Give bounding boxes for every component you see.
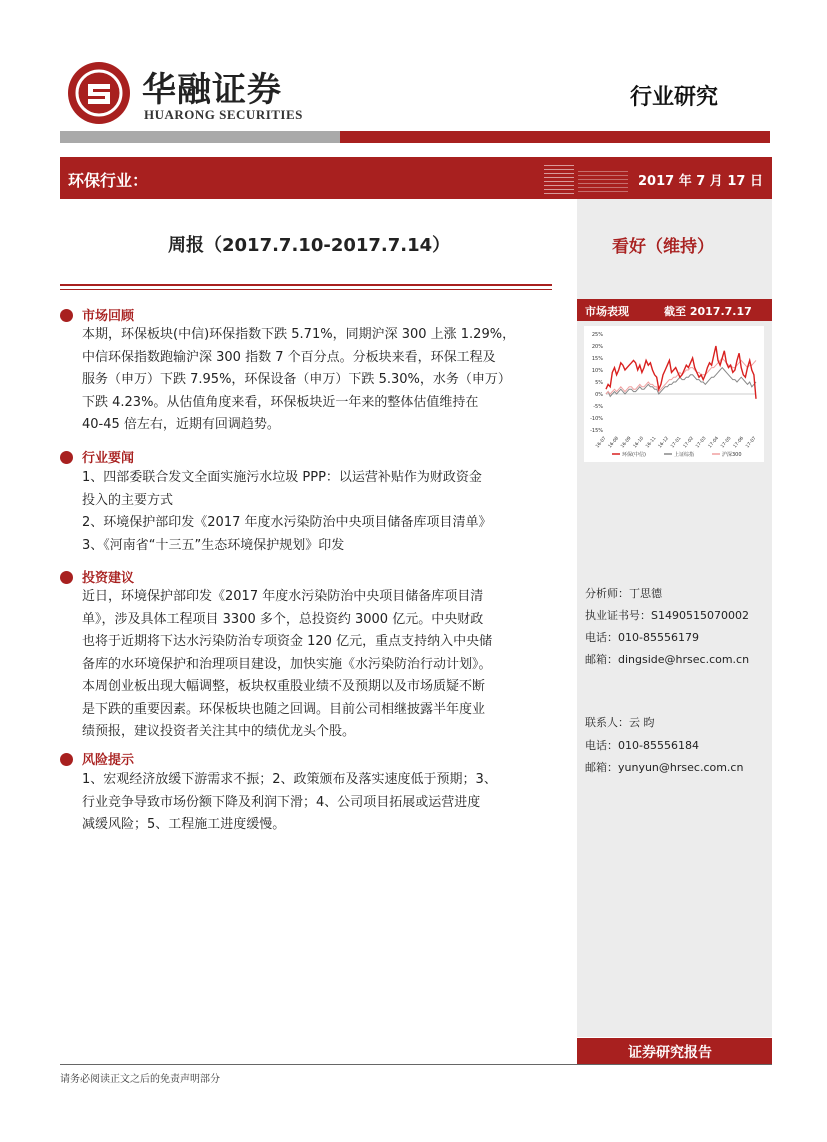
x-tick-label: 16-08 [607, 436, 621, 450]
text-line: 绩预报，建议投资者关注其中的绩优龙头个股。 [82, 724, 356, 739]
market-chart [584, 326, 764, 462]
industry-news-list [82, 467, 552, 557]
y-tick-label: -5% [593, 404, 603, 410]
legend-label: 沪深300 [722, 452, 742, 458]
rating: 看好（维持） [612, 237, 714, 257]
text-line: 减缓风险；5、工程施工进度缓慢。 [82, 817, 286, 832]
banner-decoration [578, 168, 628, 192]
analyst-license: 执业证书号：S1490515070002 [585, 609, 749, 622]
text-line: 中信环保指数跑输沪深 300 指数 7 个百分点。分板块来看，环保工程及 [82, 349, 496, 365]
market-performance-date: 截至 2017.7.17 [664, 305, 752, 318]
y-tick-label: 0% [595, 392, 603, 398]
text-line: 也将于近期将下达水污染防治专项资金 120 亿元，重点支持纳入中央储 [82, 634, 493, 649]
legend-label: 环保(中信) [622, 452, 646, 458]
sector-title: 环保行业： [68, 171, 149, 190]
page-title: 周报（2017.7.10-2017.7.14） [168, 235, 451, 256]
contact-name: 联系人：云 昀 [585, 716, 655, 729]
section-bullet-icon [60, 753, 73, 766]
list-item: 1、四部委联合发文全面实施污水垃圾 PPP：以运营补贴作为财政资金 [82, 470, 482, 485]
text-line: 是下跌的重要因素。环保板块也随之回调。目前公司相继披露半年度业 [82, 701, 486, 717]
y-tick-label: 5% [595, 380, 603, 386]
analyst-name: 分析师：丁思德 [585, 587, 662, 600]
y-tick-label: 20% [591, 344, 603, 350]
y-tick-label: 10% [591, 368, 603, 374]
x-tick-label: 17-01 [670, 436, 683, 450]
contact-phone: 电话：010-85556184 [585, 739, 699, 752]
report-date: 2017 年 7 月 17 日 [638, 174, 763, 189]
report-label: 证券研究报告 [628, 1045, 712, 1061]
x-tick-label: 17-07 [745, 436, 758, 450]
y-tick-label: -10% [590, 416, 603, 422]
text-line: 1、宏观经济放缓下游需求不振；2、政策颁布及落实速度低于预期；3、 [82, 772, 497, 787]
y-tick-label: -15% [590, 428, 603, 434]
text-line: 单》，涉及具体工程项目 3300 多个，总投资约 3000 亿元。中央财政 [82, 611, 484, 627]
x-tick-label: 16-07 [595, 436, 608, 450]
x-tick-label: 17-06 [732, 436, 746, 450]
x-tick-label: 17-05 [720, 436, 733, 450]
header-divider-grey [60, 131, 340, 143]
text-line: 备库的水环境保护和治理项目建设，加快实施《水污染防治行动计划》。 [82, 656, 492, 672]
x-tick-label: 16-11 [645, 436, 658, 450]
text-line: 行业竞争导致市场份额下降及利润下滑；4、公司项目拓展或运营进度 [82, 794, 481, 810]
series-line [606, 346, 756, 399]
text-line: 本周创业板出现大幅调整，板块权重股业绩不及预期以及市场质疑不断 [82, 679, 486, 694]
company-name-cn: 华融证券 [142, 70, 282, 110]
x-tick-label: 17-04 [707, 436, 721, 450]
market-performance-label: 市场表现 [585, 305, 629, 318]
header-divider-red [340, 131, 770, 143]
x-tick-label: 16-10 [632, 436, 646, 450]
text-line: 近日，环境保护部印发《2017 年度水污染防治中央项目储备库项目清 [82, 589, 484, 604]
section-bullet-icon [60, 451, 73, 464]
section-bullet-icon [60, 309, 73, 322]
y-tick-label: 25% [591, 332, 603, 338]
x-tick-label: 17-03 [695, 436, 708, 450]
footer-rule [60, 1064, 772, 1065]
x-tick-label: 16-12 [657, 436, 671, 450]
legend-label: 上证综指 [674, 452, 695, 458]
text-line: 本期，环保板块(中信)环保指数下跌 5.71%，同期沪深 300 上涨 1.29%， [82, 327, 516, 342]
section-title-advice: 投资建议 [82, 571, 135, 586]
contact-email[interactable]: 邮箱：yunyun@hrsec.com.cn [585, 761, 744, 774]
title-rule [60, 284, 552, 286]
analyst-phone: 电话：010-85556179 [585, 631, 699, 644]
list-item: 投入的主要方式 [82, 492, 174, 508]
section-bullet-icon [60, 571, 73, 584]
text-line: 40-45 倍左右，近期有回调趋势。 [82, 417, 280, 432]
x-tick-label: 16-09 [620, 436, 633, 450]
investment-advice-text [82, 586, 552, 744]
company-name-en: HUARONG SECURITIES [144, 107, 303, 122]
text-line: 下跌 4.23%。从估值角度来看，环保板块近一年来的整体估值维持在 [82, 394, 479, 410]
list-item: 3、《河南省“十三五”生态环境保护规划》印发 [82, 537, 345, 553]
section-title-news: 行业要闻 [82, 451, 135, 466]
logo-mark-icon [68, 62, 130, 124]
list-item: 2、环境保护部印发《2017 年度水污染防治中央项目储备库项目清单》 [82, 515, 492, 530]
risk-text [82, 769, 552, 837]
section-title-market: 市场回顾 [82, 309, 135, 324]
company-logo-icon [68, 62, 130, 124]
document-type: 行业研究 [630, 84, 719, 110]
disclaimer-note: 请务必阅读正文之后的免责声明部分 [60, 1074, 220, 1085]
section-title-risk: 风险提示 [82, 753, 135, 768]
banner-decoration [544, 162, 574, 194]
x-tick-label: 17-02 [682, 436, 696, 450]
market-chart-svg [584, 326, 764, 462]
market-review-text [82, 324, 552, 437]
y-tick-label: 15% [591, 356, 603, 362]
title-rule [60, 289, 552, 290]
text-line: 服务（申万）下跌 7.95%，环保设备（申万）下跌 5.30%，水务（申万） [82, 372, 511, 387]
analyst-email[interactable]: 邮箱：dingside@hrsec.com.cn [585, 653, 750, 666]
